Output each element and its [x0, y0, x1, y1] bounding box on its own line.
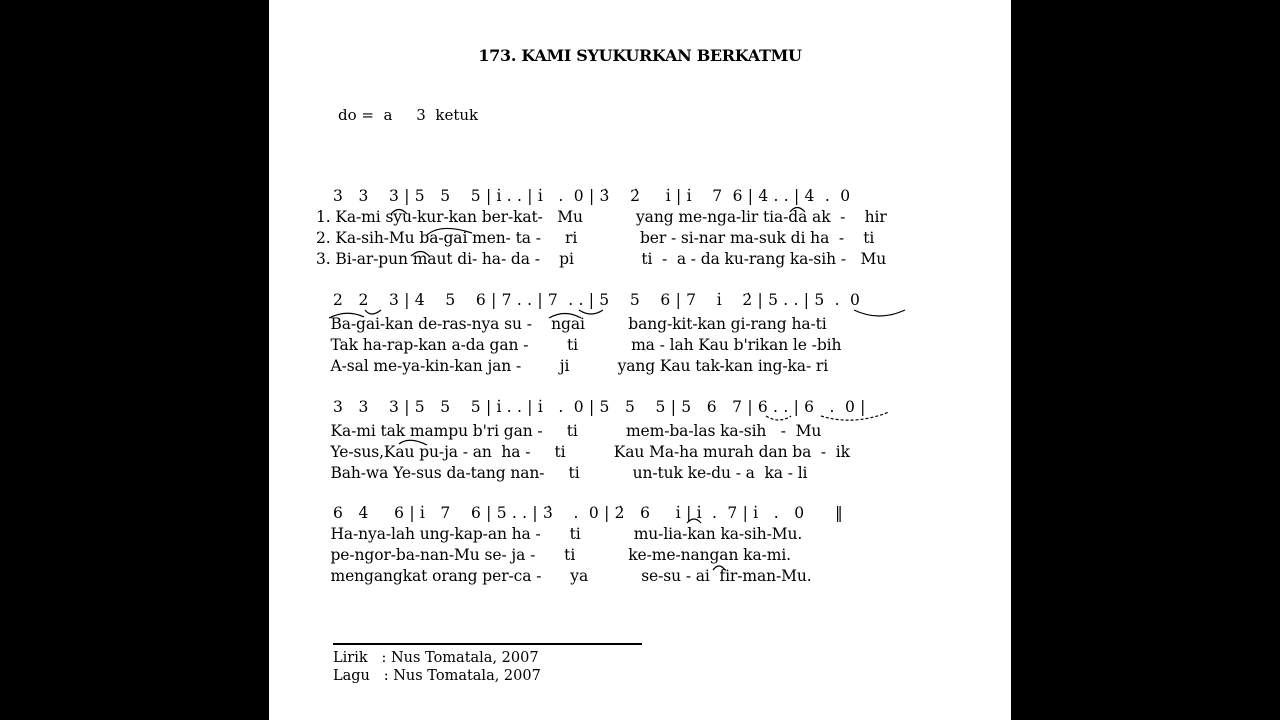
lyric-credit: Lirik : Nus Tomatala, 2007: [333, 650, 539, 666]
lyric-line-2-verse-2: Tak ha-rap-kan a-da gan - ti ma - lah Kau b'rikan le -bih: [316, 336, 842, 354]
lyric-line-2-verse-3: A-sal me-ya-kin-kan jan - ji yang Kau tak-kan ing-ka- ri: [316, 357, 829, 375]
lyric-line-3-verse-2: Ye-sus,Kau pu-ja - an ha - ti Kau Ma-ha murah dan ba - ik: [316, 443, 850, 461]
lyric-line-1-verse-2: 2. Ka-sih-Mu ba-gai men- ta - ri ber - si-nar ma-suk di ha - ti: [316, 229, 875, 247]
key-signature: do = a 3 ketuk: [338, 106, 479, 124]
lyric-line-3-verse-1: Ka-mi tak mampu b'ri gan - ti mem-ba-las ka-sih - Mu: [316, 422, 822, 440]
song-title: 173. KAMI SYUKURKAN BERKATMU: [478, 46, 802, 65]
lyric-line-1-verse-1: 1. Ka-mi syu-kur-kan ber-kat- Mu yang me-nga-lir tia-da ak - hir: [316, 208, 887, 226]
lyric-line-2-verse-1: Ba-gai-kan de-ras-nya su - ngai bang-kit-kan gi-rang ha-ti: [316, 315, 827, 333]
lyric-line-1-verse-3: 3. Bi-ar-pun maut di- ha- da - pi ti - a - da ku-rang ka-sih - Mu: [316, 250, 887, 268]
notation-line-3: 3 3 3 | 5 5 5 | i̇ . . | i̇ . 0 | 5 5 5 | 5 6 7 | 6 . . | 6 . 0 |: [333, 398, 866, 416]
slur-mark: [854, 310, 905, 316]
melody-credit: Lagu : Nus Tomatala, 2007: [333, 668, 541, 684]
credits-divider: [333, 643, 642, 645]
lyric-line-4-verse-1: Ha-nya-lah ung-kap-an ha - ti mu-lia-kan ka-sih-Mu.: [316, 525, 803, 543]
lyric-line-3-verse-3: Bah-wa Ye-sus da-tang nan- ti un-tuk ke-du - a ka - li: [316, 464, 808, 482]
notation-line-4: 6 4 6 | i̇ 7 6 | 5 . . | 3̇ . 0 | 2̇ 6 i̇ | i̇ . 7 | i̇ . 0 ‖: [333, 504, 843, 522]
song-sheet: [269, 0, 1011, 720]
notation-line-1: 3 3 3 | 5 5 5 | i̇ . . | i̇ . 0 | 3̇ 2̇ i̇ | i̇ 7 6 | 4 . . | 4 . 0: [333, 187, 851, 205]
notation-line-2: 2 2 3 | 4 5 6 | 7 . . | 7 . . | 5 5 6 | 7 i̇ 2̇ | 5 . . | 5 . 0: [333, 291, 861, 309]
lyric-line-4-verse-3: mengangkat orang per-ca - ya se-su - ai fir-man-Mu.: [316, 567, 812, 585]
lyric-line-4-verse-2: pe-ngor-ba-nan-Mu se- ja - ti ke-me-nangan ka-mi.: [316, 546, 792, 564]
